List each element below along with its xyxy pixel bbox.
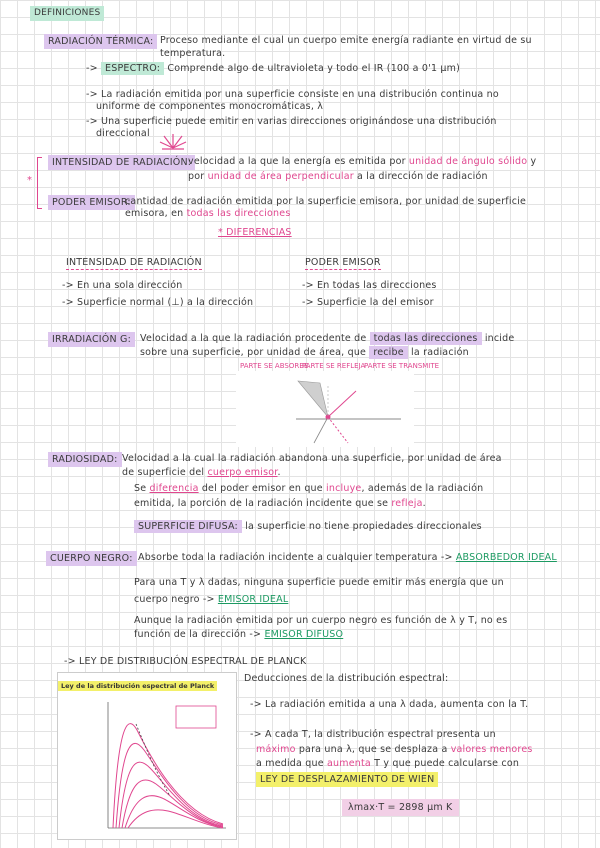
radiosidad-line1: Velocidad a la cual la radiación abandona una superficie, por unidad de área xyxy=(122,453,502,464)
asterisk-mark: * xyxy=(27,175,32,186)
radiacion-termica-def-line1: Proceso mediante el cual un cuerpo emite energía radiante en virtud de su xyxy=(160,35,532,46)
definition-bracket xyxy=(37,157,42,209)
cuerpo-negro-label: CUERPO NEGRO: xyxy=(46,551,137,566)
radiosidad-diff-line2: emitida, la porción de la radiación incidente que se refleja. xyxy=(134,498,426,509)
diferencias-col1-title: INTENSIDAD DE RADIACIÓN xyxy=(66,257,202,268)
radiacion-bullet2-line1: -> Una superficie puede emitir en varias direcciones originándose una distribución xyxy=(86,116,497,127)
intensidad-line2: por unidad de área perpendicular a la dirección de radiación xyxy=(188,171,488,182)
irradiacion-line2: sobre una superficie, por unidad de área, que recibe la radiación xyxy=(140,347,469,358)
radiacion-bullet1-line2: uniforme de componentes monocromáticas, λ xyxy=(96,101,324,112)
radiacion-bullet1-line1: -> La radiación emitida por una superficie consiste en una distribución continua no xyxy=(86,89,499,100)
diferencias-col2-item2: -> Superficie la del emisor xyxy=(302,297,434,308)
intensidad-line1: velocidad a la que la energía es emitida por unidad de ángulo sólido y xyxy=(188,156,537,167)
planck-header: -> LEY DE DISTRIBUCIÓN ESPECTRAL DE PLANCK xyxy=(64,656,307,667)
radiosidad-line2: de superficie del cuerpo emisor. xyxy=(122,467,281,478)
planck-figure xyxy=(57,672,237,840)
deduccion-2-line1: -> A cada T, la distribución espectral presenta un xyxy=(250,729,496,740)
espectro-row: -> ESPECTRO: Comprende algo de ultravioleta y todo el IR (100 a 0'1 μm) xyxy=(86,63,461,74)
planck-figure-title: Ley de la distribución espectral de Planck xyxy=(58,681,217,691)
radiacion-termica-label: RADIACIÓN TÉRMICA: xyxy=(44,34,157,49)
deduccion-1: -> La radiación emitida a una λ dada, aumenta con la T. xyxy=(250,699,529,710)
wien-law-label: LEY DE DESPLAZAMIENTO DE WIEN xyxy=(256,772,438,787)
deduccion-2-line2: máximo para una λ, que se desplaza a valores menores xyxy=(256,744,533,755)
diferencias-col1-item2: -> Superficie normal (⊥) a la dirección xyxy=(62,297,254,308)
radiosidad-label: RADIOSIDAD: xyxy=(48,452,122,467)
superficie-difusa-row: SUPERFICIE DIFUSA: la superficie no tiene propiedades direccionales xyxy=(134,520,482,533)
radiating-surface-sketch xyxy=(158,128,188,152)
fig-label-absorbe: PARTE SE ABSORBE xyxy=(240,362,309,370)
fig-label-refleja: PARTE SE REFLEJA xyxy=(302,362,366,370)
poder-emisor-line2: emisora, en todas las direcciones xyxy=(125,208,291,219)
radiacion-termica-def-line2: temperatura. xyxy=(160,48,226,59)
cuerpo-negro-p1-line2: cuerpo negro -> EMISOR IDEAL xyxy=(134,594,289,605)
wien-formula: λmax·T = 2898 μm K xyxy=(342,799,459,816)
fig-label-transmite: PARTE SE TRANSMITE xyxy=(364,362,440,370)
poder-emisor-line1: cantidad de radiación emitida por la superficie emisora, por unidad de superficie xyxy=(125,196,527,207)
poder-emisor-label: PODER EMISOR: xyxy=(48,195,135,210)
radiosidad-diff-line1: Se diferencia del poder emisor en que incluye, además de la radiación xyxy=(134,483,484,494)
espectro-text: Comprende algo de ultravioleta y todo el IR (100 a 0'1 μm) xyxy=(167,63,461,74)
planck-curves-plot xyxy=(58,692,234,842)
diferencias-col1-item1: -> En una sola dirección xyxy=(62,280,183,291)
deducciones-title: Deducciones de la distribución espectral: xyxy=(244,673,449,684)
irradiacion-line1: Velocidad a la que la radiación procedente de todas las direcciones incide xyxy=(140,333,515,344)
diferencias-header: * DIFERENCIAS xyxy=(218,227,292,238)
irradiation-diagram xyxy=(236,371,414,447)
intensidad-label: INTENSIDAD DE RADIACIÓN: xyxy=(48,155,195,170)
cuerpo-negro-p1-line1: Para una T y λ dadas, ninguna superficie puede emitir más energía que un xyxy=(134,577,504,588)
cuerpo-negro-line1: Absorbe toda la radiación incidente a cualquier temperatura -> ABSORBEDOR IDEAL xyxy=(138,552,557,563)
espectro-label: ESPECTRO: xyxy=(101,62,164,75)
deduccion-2-line3: a medida que aumenta T y que puede calcularse con xyxy=(256,758,520,769)
page-title: DEFINICIONES xyxy=(30,6,104,21)
radiacion-bullet2-line2: direccional xyxy=(96,128,150,139)
irradiacion-label: IRRADIACIÓN G: xyxy=(48,332,135,347)
cuerpo-negro-p2-line1: Aunque la radiación emitida por un cuerpo negro es función de λ y T, no es xyxy=(134,615,508,626)
diferencias-col2-item1: -> En todas las direcciones xyxy=(302,280,437,291)
cuerpo-negro-p2-line2: función de la dirección -> EMISOR DIFUSO xyxy=(134,629,344,640)
diferencias-col2-title: PODER EMISOR xyxy=(305,257,381,268)
